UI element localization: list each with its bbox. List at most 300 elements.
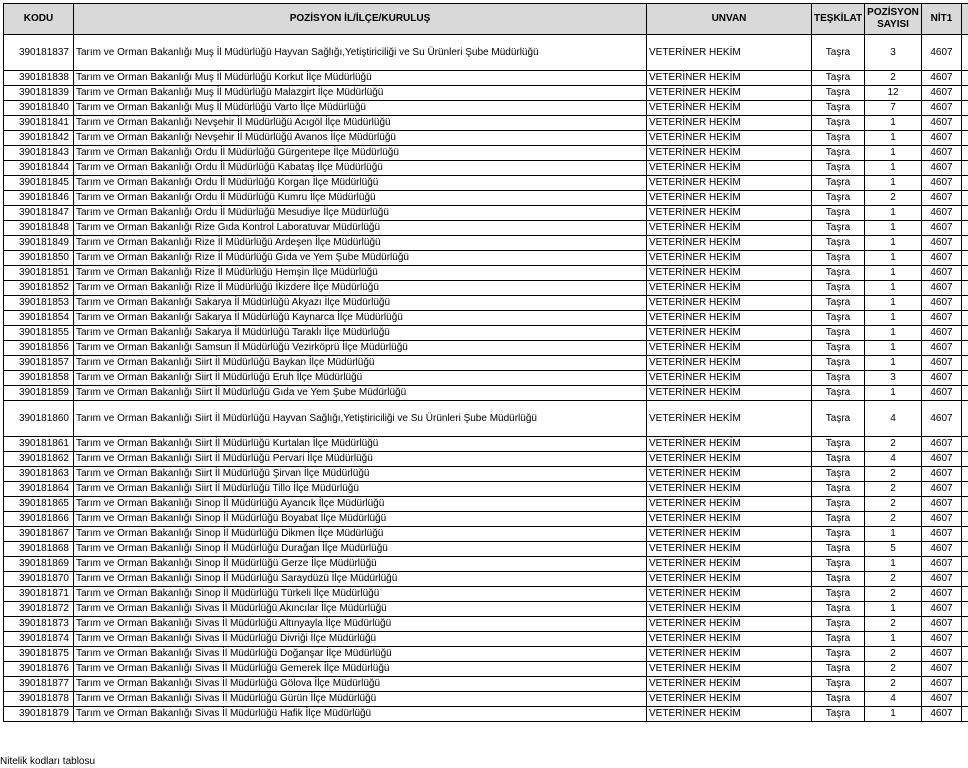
kodu-cell: 390181874 [4, 632, 74, 647]
unvan-cell: VETERİNER HEKİM [647, 281, 812, 296]
extra-cell [962, 677, 968, 692]
extra-cell [962, 266, 968, 281]
pozisyon-cell: Tarım ve Orman Bakanlığı Sivas İl Müdürlüğü Altınyayla İlçe Müdürlüğü [74, 617, 647, 632]
positions-table [3, 3, 968, 722]
pozisyon-cell: Tarım ve Orman Bakanlığı Ordu İl Müdürlüğü Kumru İlçe Müdürlüğü [74, 191, 647, 206]
teskilat-cell: Taşra [812, 191, 865, 206]
sayi-cell: 12 [865, 86, 922, 101]
table-row [4, 617, 968, 632]
extra-cell [962, 542, 968, 557]
pozisyon-cell: Tarım ve Orman Bakanlığı Siirt İl Müdürlüğü Hayvan Sağlığı,Yetiştiriciliği ve Su Ürünleri Şube Müdürlüğü [74, 401, 647, 437]
sayi-cell: 2 [865, 647, 922, 662]
sayi-cell: 2 [865, 482, 922, 497]
table-row [4, 371, 968, 386]
sayi-cell: 1 [865, 527, 922, 542]
kodu-cell: 390181844 [4, 161, 74, 176]
unvan-cell: VETERİNER HEKİM [647, 542, 812, 557]
sayi-cell: 2 [865, 497, 922, 512]
unvan-cell: VETERİNER HEKİM [647, 176, 812, 191]
pozisyon-cell: Tarım ve Orman Bakanlığı Sinop İl Müdürlüğü Ayancık İlçe Müdürlüğü [74, 497, 647, 512]
footnote: Nitelik kodları tablosu [0, 756, 95, 768]
unvan-cell: VETERİNER HEKİM [647, 86, 812, 101]
table-row [4, 296, 968, 311]
table-row [4, 71, 968, 86]
nit-cell: 4607 [922, 191, 962, 206]
extra-cell [962, 617, 968, 632]
unvan-cell: VETERİNER HEKİM [647, 131, 812, 146]
extra-cell [962, 527, 968, 542]
table-row [4, 602, 968, 617]
kodu-cell: 390181860 [4, 401, 74, 437]
table-row [4, 401, 968, 437]
extra-cell [962, 602, 968, 617]
unvan-cell: VETERİNER HEKİM [647, 707, 812, 722]
teskilat-cell: Taşra [812, 707, 865, 722]
unvan-cell: VETERİNER HEKİM [647, 617, 812, 632]
sayi-cell: 1 [865, 221, 922, 236]
unvan-cell: VETERİNER HEKİM [647, 632, 812, 647]
kodu-cell: 390181846 [4, 191, 74, 206]
teskilat-cell: Taşra [812, 86, 865, 101]
header-row [4, 4, 968, 35]
pozisyon-cell: Tarım ve Orman Bakanlığı Sinop İl Müdürlüğü Türkeli İlçe Müdürlüğü [74, 587, 647, 602]
pozisyon-cell: Tarım ve Orman Bakanlığı Sivas İl Müdürlüğü Gölova İlçe Müdürlüğü [74, 677, 647, 692]
pozisyon-cell: Tarım ve Orman Bakanlığı Sivas İl Müdürlüğü Hafik İlçe Müdürlüğü [74, 707, 647, 722]
table-row [4, 482, 968, 497]
teskilat-cell: Taşra [812, 677, 865, 692]
extra-cell [962, 557, 968, 572]
teskilat-cell: Taşra [812, 542, 865, 557]
teskilat-cell: Taşra [812, 602, 865, 617]
pozisyon-cell: Tarım ve Orman Bakanlığı Ordu İl Müdürlüğü Mesudiye İlçe Müdürlüğü [74, 206, 647, 221]
teskilat-cell: Taşra [812, 467, 865, 482]
teskilat-cell: Taşra [812, 371, 865, 386]
nit-cell: 4607 [922, 71, 962, 86]
table-row [4, 707, 968, 722]
teskilat-cell: Taşra [812, 572, 865, 587]
teskilat-cell: Taşra [812, 236, 865, 251]
kodu-cell: 390181867 [4, 527, 74, 542]
teskilat-cell: Taşra [812, 527, 865, 542]
unvan-cell: VETERİNER HEKİM [647, 191, 812, 206]
pozisyon-cell: Tarım ve Orman Bakanlığı Siirt İl Müdürlüğü Eruh İlçe Müdürlüğü [74, 371, 647, 386]
sayi-cell: 2 [865, 572, 922, 587]
teskilat-cell: Taşra [812, 497, 865, 512]
teskilat-cell: Taşra [812, 221, 865, 236]
unvan-cell: VETERİNER HEKİM [647, 512, 812, 527]
extra-cell [962, 131, 968, 146]
extra-cell [962, 497, 968, 512]
sayi-cell: 2 [865, 677, 922, 692]
nit-cell: 4607 [922, 452, 962, 467]
nit-cell: 4607 [922, 497, 962, 512]
pozisyon-cell: Tarım ve Orman Bakanlığı Siirt İl Müdürlüğü Şirvan İlçe Müdürlüğü [74, 467, 647, 482]
pozisyon-cell: Tarım ve Orman Bakanlığı Ordu İl Müdürlüğü Kabataş İlçe Müdürlüğü [74, 161, 647, 176]
pozisyon-cell: Tarım ve Orman Bakanlığı Sakarya İl Müdürlüğü Taraklı İlçe Müdürlüğü [74, 326, 647, 341]
unvan-cell: VETERİNER HEKİM [647, 296, 812, 311]
sayi-cell: 3 [865, 371, 922, 386]
teskilat-cell: Taşra [812, 176, 865, 191]
extra-cell [962, 632, 968, 647]
kodu-cell: 390181864 [4, 482, 74, 497]
unvan-cell: VETERİNER HEKİM [647, 206, 812, 221]
pozisyon-cell: Tarım ve Orman Bakanlığı Sinop İl Müdürlüğü Dikmen İlçe Müdürlüğü [74, 527, 647, 542]
teskilat-cell: Taşra [812, 662, 865, 677]
teskilat-cell: Taşra [812, 281, 865, 296]
sayi-cell: 1 [865, 602, 922, 617]
unvan-cell: VETERİNER HEKİM [647, 497, 812, 512]
sayi-cell: 2 [865, 617, 922, 632]
sayi-cell: 2 [865, 512, 922, 527]
table-row [4, 497, 968, 512]
nit-cell: 4607 [922, 707, 962, 722]
unvan-cell: VETERİNER HEKİM [647, 251, 812, 266]
kodu-cell: 390181879 [4, 707, 74, 722]
pozisyon-cell: Tarım ve Orman Bakanlığı Sivas İl Müdürlüğü Gürün İlçe Müdürlüğü [74, 692, 647, 707]
pozisyon-cell: Tarım ve Orman Bakanlığı Rize İl Müdürlüğü İkizdere İlçe Müdürlüğü [74, 281, 647, 296]
teskilat-cell: Taşra [812, 401, 865, 437]
kodu-cell: 390181837 [4, 35, 74, 71]
sayi-cell: 2 [865, 587, 922, 602]
nit-cell: 4607 [922, 161, 962, 176]
unvan-cell: VETERİNER HEKİM [647, 692, 812, 707]
nit-cell: 4607 [922, 401, 962, 437]
kodu-cell: 390181842 [4, 131, 74, 146]
pozisyon-cell: Tarım ve Orman Bakanlığı Rize İl Müdürlüğü Hemşin İlçe Müdürlüğü [74, 266, 647, 281]
extra-cell [962, 251, 968, 266]
kodu-cell: 390181852 [4, 281, 74, 296]
extra-cell [962, 161, 968, 176]
nit-cell: 4607 [922, 602, 962, 617]
extra-cell [962, 572, 968, 587]
pozisyon-cell: Tarım ve Orman Bakanlığı Rize İl Müdürlüğü Gıda ve Yem Şube Müdürlüğü [74, 251, 647, 266]
nit-cell: 4607 [922, 572, 962, 587]
table-row [4, 542, 968, 557]
sayi-cell: 4 [865, 692, 922, 707]
table-row [4, 512, 968, 527]
kodu-cell: 390181847 [4, 206, 74, 221]
kodu-cell: 390181843 [4, 146, 74, 161]
nit-cell: 4607 [922, 371, 962, 386]
pozisyon-cell: Tarım ve Orman Bakanlığı Siirt İl Müdürlüğü Baykan İlçe Müdürlüğü [74, 356, 647, 371]
teskilat-cell: Taşra [812, 557, 865, 572]
extra-cell [962, 386, 968, 401]
nit-cell: 4607 [922, 356, 962, 371]
kodu-cell: 390181839 [4, 86, 74, 101]
teskilat-cell: Taşra [812, 71, 865, 86]
nit-cell: 4607 [922, 206, 962, 221]
extra-cell [962, 647, 968, 662]
unvan-cell: VETERİNER HEKİM [647, 662, 812, 677]
kodu-cell: 390181875 [4, 647, 74, 662]
nit-cell: 4607 [922, 512, 962, 527]
extra-cell [962, 482, 968, 497]
pozisyon-cell: Tarım ve Orman Bakanlığı Sivas İl Müdürlüğü Divriği İlçe Müdürlüğü [74, 632, 647, 647]
kodu-cell: 390181871 [4, 587, 74, 602]
kodu-cell: 390181840 [4, 101, 74, 116]
sayi-cell: 3 [865, 35, 922, 71]
kodu-cell: 390181873 [4, 617, 74, 632]
extra-cell [962, 692, 968, 707]
nit-cell: 4607 [922, 662, 962, 677]
unvan-cell: VETERİNER HEKİM [647, 101, 812, 116]
nit-cell: 4607 [922, 647, 962, 662]
extra-cell [962, 341, 968, 356]
nit-cell: 4607 [922, 116, 962, 131]
unvan-cell: VETERİNER HEKİM [647, 35, 812, 71]
nit-cell: 4607 [922, 101, 962, 116]
teskilat-cell: Taşra [812, 146, 865, 161]
nit-cell: 4607 [922, 146, 962, 161]
kodu-cell: 390181876 [4, 662, 74, 677]
sayi-cell: 1 [865, 707, 922, 722]
extra-cell [962, 371, 968, 386]
unvan-cell: VETERİNER HEKİM [647, 677, 812, 692]
nit-cell: 4607 [922, 557, 962, 572]
unvan-cell: VETERİNER HEKİM [647, 116, 812, 131]
teskilat-cell: Taşra [812, 266, 865, 281]
sayi-cell: 1 [865, 131, 922, 146]
sayi-cell: 1 [865, 176, 922, 191]
pozisyon-cell: Tarım ve Orman Bakanlığı Siirt İl Müdürlüğü Pervari İlçe Müdürlüğü [74, 452, 647, 467]
pozisyon-cell: Tarım ve Orman Bakanlığı Siirt İl Müdürlüğü Tillo İlçe Müdürlüğü [74, 482, 647, 497]
kodu-cell: 390181872 [4, 602, 74, 617]
teskilat-cell: Taşra [812, 341, 865, 356]
extra-cell [962, 452, 968, 467]
pozisyon-cell: Tarım ve Orman Bakanlığı Sivas İl Müdürlüğü Gemerek İlçe Müdürlüğü [74, 662, 647, 677]
extra-cell [962, 326, 968, 341]
extra-cell [962, 662, 968, 677]
table-row [4, 572, 968, 587]
nit-cell: 4607 [922, 311, 962, 326]
pozisyon-cell: Tarım ve Orman Bakanlığı Siirt İl Müdürlüğü Kurtalan İlçe Müdürlüğü [74, 437, 647, 452]
unvan-cell: VETERİNER HEKİM [647, 467, 812, 482]
extra-cell [962, 437, 968, 452]
nit-cell: 4607 [922, 176, 962, 191]
sayi-cell: 2 [865, 71, 922, 86]
kodu-cell: 390181878 [4, 692, 74, 707]
sayi-cell: 1 [865, 251, 922, 266]
unvan-cell: VETERİNER HEKİM [647, 527, 812, 542]
teskilat-cell: Taşra [812, 617, 865, 632]
table-row [4, 647, 968, 662]
sayi-cell: 1 [865, 341, 922, 356]
table-row [4, 677, 968, 692]
teskilat-cell: Taşra [812, 632, 865, 647]
header-teskilat: TEŞKİLAT [812, 4, 865, 35]
pozisyon-cell: Tarım ve Orman Bakanlığı Sakarya İl Müdürlüğü Kaynarca İlçe Müdürlüğü [74, 311, 647, 326]
table-row [4, 632, 968, 647]
extra-cell [962, 236, 968, 251]
table-row [4, 557, 968, 572]
sayi-cell: 1 [865, 236, 922, 251]
extra-cell [962, 71, 968, 86]
sayi-cell: 5 [865, 542, 922, 557]
teskilat-cell: Taşra [812, 692, 865, 707]
teskilat-cell: Taşra [812, 296, 865, 311]
unvan-cell: VETERİNER HEKİM [647, 587, 812, 602]
teskilat-cell: Taşra [812, 647, 865, 662]
pozisyon-cell: Tarım ve Orman Bakanlığı Muş İl Müdürlüğü Korkut İlçe Müdürlüğü [74, 71, 647, 86]
sayi-cell: 1 [865, 161, 922, 176]
header-extra [962, 4, 968, 35]
pozisyon-cell: Tarım ve Orman Bakanlığı Sivas İl Müdürlüğü Akıncılar İlçe Müdürlüğü [74, 602, 647, 617]
unvan-cell: VETERİNER HEKİM [647, 371, 812, 386]
table-row [4, 527, 968, 542]
kodu-cell: 390181856 [4, 341, 74, 356]
kodu-cell: 390181862 [4, 452, 74, 467]
kodu-cell: 390181855 [4, 326, 74, 341]
sayi-cell: 1 [865, 266, 922, 281]
sayi-cell: 1 [865, 356, 922, 371]
extra-cell [962, 467, 968, 482]
unvan-cell: VETERİNER HEKİM [647, 266, 812, 281]
pozisyon-cell: Tarım ve Orman Bakanlığı Nevşehir İl Müdürlüğü Acıgöl İlçe Müdürlüğü [74, 116, 647, 131]
nit-cell: 4607 [922, 236, 962, 251]
pozisyon-cell: Tarım ve Orman Bakanlığı Muş İl Müdürlüğü Malazgirt İlçe Müdürlüğü [74, 86, 647, 101]
teskilat-cell: Taşra [812, 452, 865, 467]
unvan-cell: VETERİNER HEKİM [647, 401, 812, 437]
sayi-cell: 1 [865, 146, 922, 161]
kodu-cell: 390181851 [4, 266, 74, 281]
pozisyon-cell: Tarım ve Orman Bakanlığı Rize Gıda Kontrol Laboratuvar Müdürlüğü [74, 221, 647, 236]
teskilat-cell: Taşra [812, 356, 865, 371]
table-row [4, 191, 968, 206]
nit-cell: 4607 [922, 437, 962, 452]
sayi-cell: 4 [865, 452, 922, 467]
table-row [4, 116, 968, 131]
table-row [4, 692, 968, 707]
unvan-cell: VETERİNER HEKİM [647, 452, 812, 467]
sayi-cell: 7 [865, 101, 922, 116]
extra-cell [962, 587, 968, 602]
table-row [4, 437, 968, 452]
sayi-cell: 1 [865, 326, 922, 341]
extra-cell [962, 296, 968, 311]
teskilat-cell: Taşra [812, 131, 865, 146]
table-row [4, 587, 968, 602]
unvan-cell: VETERİNER HEKİM [647, 311, 812, 326]
table-row [4, 131, 968, 146]
extra-cell [962, 35, 968, 71]
extra-cell [962, 191, 968, 206]
teskilat-cell: Taşra [812, 326, 865, 341]
teskilat-cell: Taşra [812, 206, 865, 221]
teskilat-cell: Taşra [812, 437, 865, 452]
extra-cell [962, 356, 968, 371]
pozisyon-cell: Tarım ve Orman Bakanlığı Sinop İl Müdürlüğü Saraydüzü İlçe Müdürlüğü [74, 572, 647, 587]
teskilat-cell: Taşra [812, 101, 865, 116]
unvan-cell: VETERİNER HEKİM [647, 482, 812, 497]
nit-cell: 4607 [922, 221, 962, 236]
pozisyon-cell: Tarım ve Orman Bakanlığı Sinop İl Müdürlüğü Gerze İlçe Müdürlüğü [74, 557, 647, 572]
sayi-cell: 1 [865, 557, 922, 572]
kodu-cell: 390181850 [4, 251, 74, 266]
pozisyon-cell: Tarım ve Orman Bakanlığı Ordu İl Müdürlüğü Korgan İlçe Müdürlüğü [74, 176, 647, 191]
sayi-cell: 1 [865, 116, 922, 131]
table-row [4, 35, 968, 71]
unvan-cell: VETERİNER HEKİM [647, 602, 812, 617]
nit-cell: 4607 [922, 296, 962, 311]
kodu-cell: 390181866 [4, 512, 74, 527]
pozisyon-cell: Tarım ve Orman Bakanlığı Nevşehir İl Müdürlüğü Avanos İlçe Müdürlüğü [74, 131, 647, 146]
sayi-cell: 1 [865, 311, 922, 326]
teskilat-cell: Taşra [812, 161, 865, 176]
unvan-cell: VETERİNER HEKİM [647, 386, 812, 401]
table-row [4, 101, 968, 116]
pozisyon-cell: Tarım ve Orman Bakanlığı Sinop İl Müdürlüğü Boyabat İlçe Müdürlüğü [74, 512, 647, 527]
header-unvan: UNVAN [647, 4, 812, 35]
header-pozisyon: POZİSYON İL/İLÇE/KURULUŞ [74, 4, 647, 35]
extra-cell [962, 311, 968, 326]
table-row [4, 467, 968, 482]
table-row [4, 146, 968, 161]
table-row [4, 161, 968, 176]
nit-cell: 4607 [922, 617, 962, 632]
extra-cell [962, 281, 968, 296]
nit-cell: 4607 [922, 632, 962, 647]
kodu-cell: 390181859 [4, 386, 74, 401]
table-row [4, 386, 968, 401]
sayi-cell: 2 [865, 191, 922, 206]
kodu-cell: 390181865 [4, 497, 74, 512]
unvan-cell: VETERİNER HEKİM [647, 557, 812, 572]
kodu-cell: 390181857 [4, 356, 74, 371]
kodu-cell: 390181861 [4, 437, 74, 452]
header-kodu: KODU [4, 4, 74, 35]
extra-cell [962, 146, 968, 161]
table-row [4, 452, 968, 467]
nit-cell: 4607 [922, 266, 962, 281]
header-sayisi-line1: POZİSYON [867, 7, 919, 18]
extra-cell [962, 512, 968, 527]
pozisyon-cell: Tarım ve Orman Bakanlığı Muş İl Müdürlüğü Hayvan Sağlığı,Yetiştiriciliği ve Su Ürünleri Şube Müdürlüğü [74, 35, 647, 71]
teskilat-cell: Taşra [812, 482, 865, 497]
header-pozisyon-sayisi [865, 4, 922, 35]
kodu-cell: 390181848 [4, 221, 74, 236]
kodu-cell: 390181853 [4, 296, 74, 311]
unvan-cell: VETERİNER HEKİM [647, 572, 812, 587]
extra-cell [962, 206, 968, 221]
kodu-cell: 390181854 [4, 311, 74, 326]
teskilat-cell: Taşra [812, 116, 865, 131]
extra-cell [962, 116, 968, 131]
unvan-cell: VETERİNER HEKİM [647, 341, 812, 356]
table-row [4, 221, 968, 236]
pozisyon-cell: Tarım ve Orman Bakanlığı Muş İl Müdürlüğü Varto İlçe Müdürlüğü [74, 101, 647, 116]
pozisyon-cell: Tarım ve Orman Bakanlığı Siirt İl Müdürlüğü Gıda ve Yem Şube Müdürlüğü [74, 386, 647, 401]
sayi-cell: 1 [865, 632, 922, 647]
kodu-cell: 390181849 [4, 236, 74, 251]
pozisyon-cell: Tarım ve Orman Bakanlığı Sinop İl Müdürlüğü Durağan İlçe Müdürlüğü [74, 542, 647, 557]
table-row [4, 281, 968, 296]
nit-cell: 4607 [922, 131, 962, 146]
teskilat-cell: Taşra [812, 35, 865, 71]
nit-cell: 4607 [922, 326, 962, 341]
pozisyon-cell: Tarım ve Orman Bakanlığı Samsun İl Müdürlüğü Vezirköprü İlçe Müdürlüğü [74, 341, 647, 356]
extra-cell [962, 401, 968, 437]
unvan-cell: VETERİNER HEKİM [647, 71, 812, 86]
nit-cell: 4607 [922, 341, 962, 356]
extra-cell [962, 86, 968, 101]
unvan-cell: VETERİNER HEKİM [647, 437, 812, 452]
unvan-cell: VETERİNER HEKİM [647, 647, 812, 662]
kodu-cell: 390181877 [4, 677, 74, 692]
nit-cell: 4607 [922, 527, 962, 542]
nit-cell: 4607 [922, 542, 962, 557]
nit-cell: 4607 [922, 692, 962, 707]
table-row [4, 86, 968, 101]
